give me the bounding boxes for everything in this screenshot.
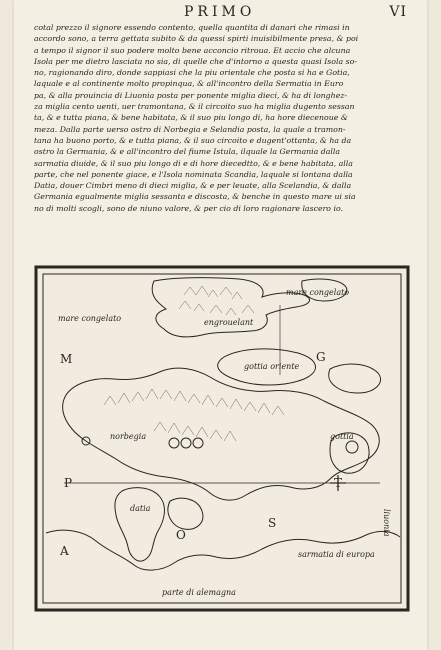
map-svg [34, 265, 410, 612]
label-livonia: liuonia [382, 509, 391, 537]
label-datia: datia [130, 504, 151, 513]
text-line: no, ragionando diro, donde sappiasi che la piu orientale che posta si ha e Gotia, [34, 68, 350, 78]
text-line: a tempo il signor il suo podere molto bene acconcio ritroua. Et accio che alcuna [34, 45, 351, 55]
label-mare-congelato-right: mare congelato [286, 288, 350, 297]
text-line: Datia, douer Cimbri meno di dieci miglia, & e per leuate, alla Scelandia, & dalla [34, 181, 352, 191]
book-page [14, 0, 427, 650]
text-line: tana ha buono porto, & e tutta piana, & il suo circoito e dugent'ottanta, & ha da [34, 135, 352, 145]
label-gottia-oriente: gottia oriente [244, 362, 300, 371]
text-line: sarmatia diuide, & il suo piu longo di e di hore diecedtto, & e bene habitata, alla [34, 158, 353, 168]
letter-g: G [316, 350, 326, 364]
label-mare-congelato-left: mare congelato [58, 314, 122, 323]
page-header [14, 4, 427, 24]
label-germania: parte di alemagna [162, 588, 236, 597]
text-line: laquale e al continente molto propinqua, & all'incontro della Sermatia in Euro [34, 79, 344, 89]
text-line: meza. Dalla parte uerso ostro di Norbegia e Selandia posta, la quale a tramon- [34, 124, 346, 134]
text-line: pa, & alla prouincia di Liuonia posta per ponente miglia dieci, & ha di longhez- [34, 90, 348, 100]
label-sarmatia: sarmatia di europa [298, 550, 375, 559]
text-line: Germania egualmente miglia sessanta e discosta, & benche in questo mare ui sia [34, 192, 356, 202]
text-line: ostro la Germania, & e all'incontro del fiume Istula, ilquale la Germania dalla [34, 147, 341, 157]
running-head: PRIMO [184, 4, 256, 20]
letter-a: A [60, 544, 69, 558]
text-line: no di molti scogli, sono de niuno valore, & per cio di loro ragionare lascero io. [34, 203, 343, 213]
label-gottia: gottia [330, 432, 354, 441]
folio-number: VI [389, 4, 407, 20]
woodcut-map [34, 265, 410, 612]
text-line: Isola per me dietro lasciata no sia, di quelle che d'intorno a questa quasi Isola so- [34, 56, 357, 66]
letter-p: P [64, 476, 73, 490]
text-line: parte, che nel ponente giace, e l'Isola nominata Scandia, laquale si lontana dalla [34, 169, 353, 179]
letter-o: O [176, 528, 186, 542]
text-line: ta, & e tutta piana, & bene habitata, & il suo piu longo di, ha hore diecenoue & [34, 113, 348, 123]
label-engrouelant: engrouelant [204, 318, 254, 327]
label-norbegia: norbegia [110, 432, 147, 441]
letter-s: S [268, 516, 277, 530]
body-text [34, 22, 407, 214]
text-line: za miglia cento uenti, uer tramontana, & il circoito suo ha miglia dugento sessan [34, 102, 355, 112]
letter-t: T [334, 476, 343, 490]
text-line: cotal prezzo il signore essendo contento, quella quantita di danari che rimasi in [34, 23, 350, 32]
text-line: accordo sono, a terra gettata subito & da quessi spirti inuisibilmente presa, & poi [34, 34, 359, 44]
letter-m: M [60, 352, 73, 366]
